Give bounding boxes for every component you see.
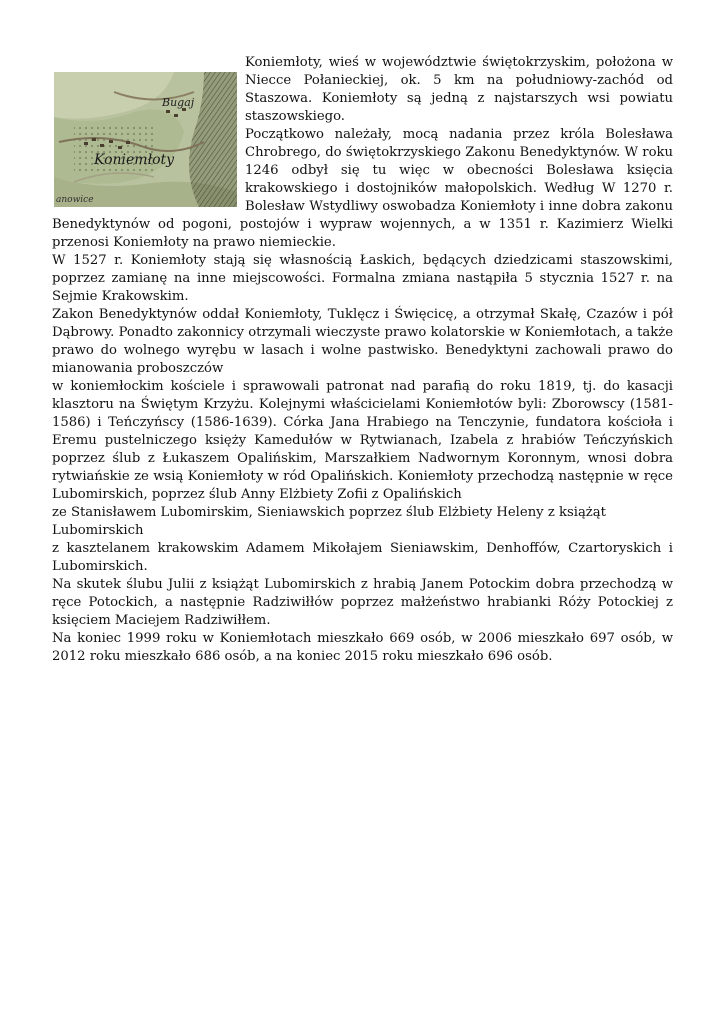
map-label: anowice bbox=[56, 195, 94, 205]
map-label: Koniemłoty bbox=[94, 152, 175, 168]
paragraph: Koniemłoty, wieś w województwie świętokrzyskim, położona w Niecce Połanieckiej, ok. 5 km na południowy-zachód od Staszowa. Koniemłoty są jedną z najstarszych wsi powiatu staszowskiego. bbox=[245, 55, 673, 124]
paragraph: Początkowo należały, mocą nadania przez króla Bolesława Chrobrego, do świętokrzyskiego Zakonu Benedyktynów. W roku 1246 odbył się tu więc w obecności Bolesława księcia krakowskiego i dostojników małopolskich. Według W 1270 r. Bolesław Wstydliwy oswobadza Koniemłoty i inne dobra zakonu Benedyktynów od pogoni, postojów i wypraw wojennych, a w 1351 r. Kazimierz Wielki przenosi Koniemłoty na prawo niemieckie. bbox=[52, 127, 673, 250]
paragraph: Na skutek ślubu Julii z książąt Lubomirskich z hrabią Janem Potockim dobra przechodzą w ręce Potockich, a następnie Radziwiłłów poprzez małżeństwo hrabianki Róży Potockiej z księciem Maciejem Radziwiłłem. bbox=[52, 577, 673, 628]
paragraph: Zakon Benedyktynów oddał Koniemłoty, Tuklęcz i Święcicę, a otrzymał Skałę, Czazów i pół Dąbrowy. Ponadto zakonnicy otrzymali wieczyste prawo kolatorskie w Koniemłotach, a także prawo do wolnego wyrębu w lasach i wolne pastwisko. Benedyktyni zachowali prawo do mianowania proboszczów bbox=[52, 307, 673, 376]
historical-map-image bbox=[54, 72, 237, 207]
paragraph: ze Stanisławem Lubomirskim, Sieniawskich poprzez ślub Elżbiety Heleny z książąt Lubomirskich bbox=[52, 505, 606, 538]
paragraph: W 1527 r. Koniemłoty stają się własnością Łaskich, będących dziedzicami staszowskimi, poprzez zamianę na inne miejscowości. Formalna zmiana nastąpiła 5 stycznia 1527 r. na Sejmie Krakowskim. bbox=[52, 253, 673, 304]
map-illustration bbox=[54, 72, 237, 207]
article-body bbox=[52, 54, 673, 666]
paragraph: w koniemłockim kościele i sprawowali patronat nad parafią do roku 1819, tj. do kasacji klasztoru na Świętym Krzyżu. Kolejnymi właścicielami Koniemłotów byli: Zborowscy (1581-1586) i Teńczyńscy (1586-1639). Córka Jana Hrabiego na Tenczynie, fundatora kościoła i Eremu pustelniczego księży Kamedułów w Rytwianach, Izabela z hrabiów Teńczyńskich poprzez ślub z Łukaszem Opalińskim, Marszałkiem Nadwornym Koronnym, wnosi dobra rytwiańskie ze wsią Koniemłoty w ród Opalińskich. Koniemłoty przechodzą następnie w ręce Lubomirskich, poprzez ślub Anny Elżbiety Zofii z Opalińskich bbox=[52, 379, 673, 502]
paragraph: Na koniec 1999 roku w Koniemłotach mieszkało 669 osób, w 2006 mieszkało 697 osób, w 2012 roku mieszkało 686 osób, a na koniec 2015 roku mieszkało 696 osób. bbox=[52, 631, 673, 664]
map-label: Bugaj bbox=[162, 96, 195, 109]
paragraph: z kasztelanem krakowskim Adamem Mikołajem Sieniawskim, Denhoffów, Czartoryskich i Lubomirskich. bbox=[52, 541, 673, 574]
